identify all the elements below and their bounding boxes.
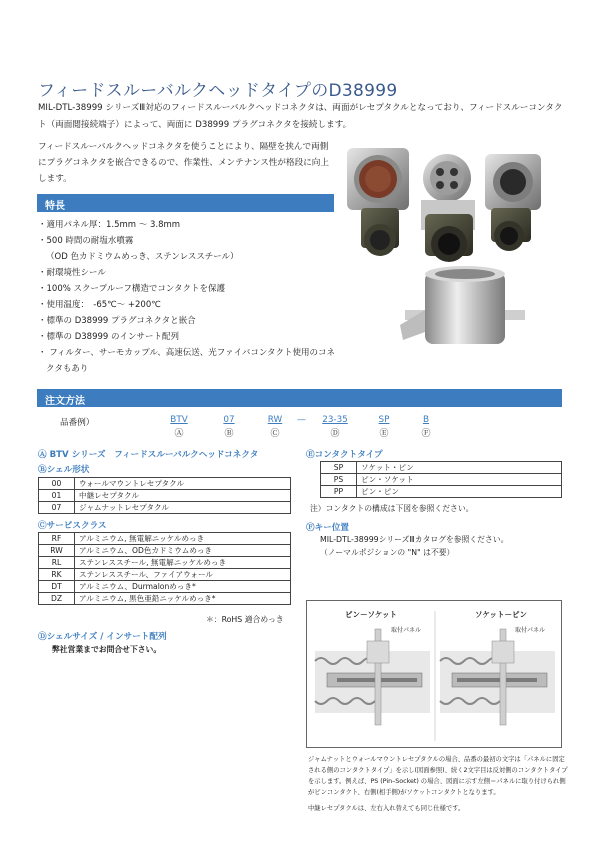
key-heading: Ⓕキー位置 <box>306 523 349 533</box>
marker-e: Ⓔ <box>379 429 389 439</box>
table-row: 00 ウォールマウントレセプタクル <box>39 478 291 490</box>
code-size: 23-35 <box>322 415 348 425</box>
contact-diagram-drawing <box>307 601 563 749</box>
table-row: RK ステンレススチール、ファイアウォール <box>39 569 291 581</box>
table-row: DZ アルミニウム, 黒色亜鉛ニッケルめっき* <box>39 593 291 605</box>
table-row: RF アルミニウム, 無電解ニッケルめっき <box>39 533 291 545</box>
key-text: MIL-DTL-38999シリーズⅢカタログを参照ください。 <box>320 535 509 544</box>
table-row: DT アルミニウム、Durmalonめっき* <box>39 581 291 593</box>
benefit-paragraph: フィードスルーバルクヘッドコネクタを使うことにより、隔壁を挟んで両側にプラグコネクタを嵌合できるので、作業性、メンテナンス性が格段に向上します。 <box>38 142 329 184</box>
table-row: RL ステンレススチール, 無電解ニッケルめっき <box>39 557 291 569</box>
rohs-note: ＊：RoHS 適合めっき <box>206 615 284 624</box>
feature-item: ・適用パネル厚：1.5mm 〜 3.8mm <box>38 220 181 230</box>
table-row: PS ピン・ソケット <box>321 474 562 486</box>
panel-label-left: 取付パネル <box>391 627 422 634</box>
code-dash: — <box>297 415 306 425</box>
intro-paragraph: MIL-DTL-38999 シリーズⅢ対応のフィードスルーバルクヘッドコネクタは、両面がレセプタクルとなっており、フィードスルーコンタクト（両面閲接続端子）によって、両面に D38999 プラグコネクタを接続します。 <box>38 103 563 130</box>
key-text-2: （ノーマルポジションの "N" は不要） <box>320 548 455 557</box>
example-label: 品番例） <box>60 418 95 428</box>
connector-product-photo <box>345 140 555 355</box>
shell-form-table <box>38 477 291 514</box>
code-series: BTV <box>170 415 188 425</box>
code-shell: 07 <box>223 415 235 425</box>
feature-item: ・標準の D38999 のインサート配列 <box>38 332 179 342</box>
order-heading: 注文方法 <box>37 389 562 407</box>
shell-size-heading: Ⓓシェルサイズ / インサート配列 <box>38 632 167 642</box>
table-row: SP ソケット・ピン <box>321 462 562 474</box>
caption-paragraph-2: 中継レセプタクルは、左右入れ替えても同じ仕様です。 <box>308 805 465 812</box>
contact-type-table <box>320 461 562 498</box>
feature-item: ・ フィルター、サーモカップル、高速伝送、光ファイバコンタクト使用のコネクタもあり <box>38 348 336 374</box>
socket-pin-drawing <box>440 629 555 725</box>
table-row: PP ピン・ピン <box>321 486 562 498</box>
contact-note: 注）コンタクトの構成は下図を参照ください。 <box>310 504 474 513</box>
marker-b: Ⓑ <box>224 429 234 439</box>
marker-a: Ⓐ <box>174 429 184 439</box>
service-class-table <box>38 532 291 605</box>
code-key: B <box>422 415 430 425</box>
pin-socket-drawing <box>315 629 430 725</box>
diagram-caption <box>308 754 570 814</box>
table-row: 07 ジャムナットレセプタクル <box>39 502 291 514</box>
feature-item: ・500 時間の耐塩水噴霧 （OD 色カドミウムめっき、ステンレススチール） <box>38 236 239 262</box>
code-class: RW <box>267 415 283 425</box>
marker-d: Ⓓ <box>330 429 340 439</box>
service-class-heading: Ⓒサービスクラス <box>38 521 107 531</box>
shell-size-text: 弊社営業までお問合せ下さい。 <box>52 645 162 654</box>
code-contact: SP <box>378 415 390 425</box>
feature-item: ・耐環境性シール <box>38 268 106 278</box>
marker-c: Ⓒ <box>270 429 280 439</box>
contact-diagram <box>306 600 562 748</box>
feature-item: ・100% スクープルーフ構造でコンタクトを保護 <box>38 284 225 294</box>
caption-paragraph: ジャムナットとウォールマウントレセプタクルの場合、品番の最初の文字は「パネルに固定される側のコンタクトタイプ」を示し(図面参照)、続く2文字目は反対側のコンタクトタイプを示します。例えば、PS (Pin–Socket) の場合、図面に示す左側＝パネルに取り付けられ側がピンコンタクト、右側(相手側)がソケットコンタクトとなります。 <box>308 756 568 796</box>
diagram-left-title: ピン－ソケット <box>345 610 398 619</box>
table-row: RW アルミニウム、OD色カドミウムめっき <box>39 545 291 557</box>
diagram-right-title: ソケット－ピン <box>475 610 528 619</box>
features-heading: 特長 <box>37 194 334 212</box>
feature-item: ・使用温度： -65℃〜 +200℃ <box>38 300 161 310</box>
series-heading: Ⓐ BTV シリーズ フィードスルーバルクヘッドコネクタ <box>38 450 259 460</box>
contact-type-heading: Ⓔコンタクトタイプ <box>306 450 383 460</box>
page-title: フィードスルーバルクヘッドタイプのD38999 <box>38 81 398 101</box>
features-list <box>38 217 338 377</box>
feature-item: ・標準の D38999 プラグコネクタと嵌合 <box>38 316 196 326</box>
shell-form-heading: Ⓑシェル形状 <box>38 465 90 475</box>
marker-f: Ⓕ <box>421 429 431 439</box>
panel-label-right: 取付パネル <box>515 627 546 634</box>
table-row: 01 中継レセプタクル <box>39 490 291 502</box>
